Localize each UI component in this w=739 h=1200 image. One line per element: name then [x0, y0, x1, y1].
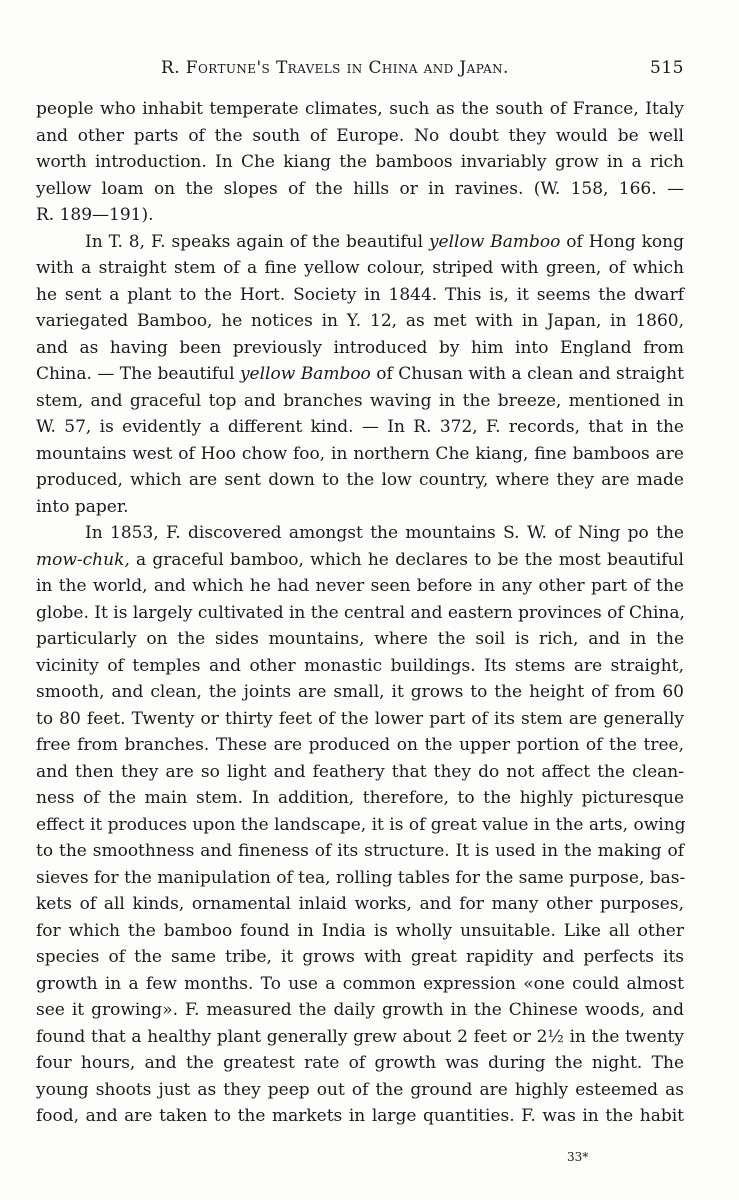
text-segment: food, and are taken to the markets in large quantities. F. was in the habit	[36, 1106, 684, 1126]
text-segment: In T. 8, F. speaks again of the beautiful	[85, 231, 429, 252]
text-line	[36, 653, 684, 680]
text-line	[36, 971, 684, 998]
page-number: 515	[650, 58, 684, 78]
text-line	[36, 732, 684, 759]
text-segment: kets of all kinds, ornamental inlaid works, and for many other purposes,	[36, 894, 684, 914]
text-line	[36, 812, 684, 839]
running-head: R. Fortune's Travels in China and Japan.	[161, 58, 509, 78]
text-segment: sieves for the manipulation of tea, rolling tables for the same purpose, bas-	[36, 867, 686, 888]
text-line	[36, 96, 684, 123]
text-segment: for which the bamboo found in India is wholly unsuitable. Like all other	[36, 920, 684, 941]
italic-text: yellow Bamboo	[239, 364, 371, 384]
text-line	[36, 335, 684, 362]
text-segment: particularly on the sides mountains, where the soil is rich, and in the	[36, 629, 684, 649]
text-segment: people who inhabit temperate climates, such as the south of France, Italy	[36, 99, 684, 119]
text-segment: species of the same tribe, it grows with great rapidity and perfects its	[36, 947, 684, 967]
page-header	[36, 58, 684, 84]
text-segment: of Hong kong	[560, 231, 684, 252]
text-segment: found that a healthy plant generally grew about 2 feet or 2½ in the twenty	[36, 1026, 684, 1047]
text-line	[36, 547, 684, 574]
text-segment: a graceful bamboo, which he declares to be the most beautiful	[129, 549, 684, 570]
text-segment: worth introduction. In Che kiang the bamboos invariably grow in a rich	[36, 152, 684, 172]
text-segment: see it growing». F. measured the daily growth in the Chinese woods, and	[36, 1000, 684, 1020]
text-line	[36, 176, 684, 203]
text-line	[36, 944, 684, 971]
text-line	[36, 865, 684, 892]
text-line	[36, 785, 684, 812]
text-line	[36, 123, 684, 150]
text-segment: China. — The beautiful	[36, 364, 240, 384]
italic-text: mow-chuk,	[36, 549, 130, 570]
text-line	[36, 838, 684, 865]
text-line	[36, 1103, 684, 1130]
text-line	[36, 308, 684, 335]
text-segment: growth in a few months. To use a common expression «one could almost	[36, 973, 684, 994]
text-segment: stem, and graceful top and branches waving in the breeze, mentioned in	[36, 390, 684, 411]
text-line	[36, 573, 684, 600]
text-segment: mountains west of Hoo chow foo, in northern Che kiang, fine bamboos are	[36, 443, 684, 464]
text-segment: young shoots just as they peep out of the ground are highly esteemed as	[36, 1079, 684, 1100]
text-segment: and then they are so light and feathery that they do not affect the clean-	[36, 761, 684, 782]
text-line	[36, 626, 684, 653]
text-line	[36, 520, 684, 547]
text-line	[36, 918, 684, 945]
text-segment: and other parts of the south of Europe. No doubt they would be well	[36, 125, 684, 146]
text-line	[36, 149, 684, 176]
signature-mark: 33*	[567, 1150, 589, 1164]
text-segment: free from branches. These are produced on the upper portion of the tree,	[36, 735, 684, 755]
text-line	[36, 891, 684, 918]
text-line	[36, 494, 684, 521]
text-segment: to the smoothness and fineness of its structure. It is used in the making of	[36, 841, 684, 861]
body-text	[36, 96, 684, 1130]
text-line	[36, 229, 684, 256]
text-segment: R. 189—191).	[36, 205, 154, 225]
text-line	[36, 600, 684, 627]
text-segment: variegated Bamboo, he notices in Y. 12, as met with in Japan, in 1860,	[36, 311, 684, 331]
text-line	[36, 467, 684, 494]
text-segment: smooth, and clean, the joints are small, it grows to the height of from 60	[36, 682, 684, 702]
text-segment: in the world, and which he had never seen before in any other part of the	[36, 576, 684, 596]
text-line	[36, 997, 684, 1024]
text-line	[36, 759, 684, 786]
text-line	[36, 679, 684, 706]
text-segment: ness of the main stem. In addition, therefore, to the highly picturesque	[36, 788, 684, 808]
text-segment: four hours, and the greatest rate of growth was during the night. The	[36, 1053, 684, 1073]
text-segment: to 80 feet. Twenty or thirty feet of the lower part of its stem are generally	[36, 708, 684, 729]
text-line	[36, 255, 684, 282]
text-line	[36, 282, 684, 309]
text-segment: In 1853, F. discovered amongst the mountains S. W. of Ning po the	[85, 523, 684, 543]
text-segment: yellow loam on the slopes of the hills or in ravines. (W. 158, 166. —	[36, 178, 684, 199]
text-line	[36, 441, 684, 468]
text-segment: globe. It is largely cultivated in the central and eastern provinces of China,	[36, 602, 685, 623]
text-line	[36, 414, 684, 441]
text-segment: vicinity of temples and other monastic buildings. Its stems are straight,	[36, 655, 684, 676]
text-segment: with a straight stem of a fine yellow colour, striped with green, of which	[36, 258, 684, 278]
text-line	[36, 202, 684, 229]
text-segment: into paper.	[36, 496, 129, 517]
text-line	[36, 1024, 684, 1051]
text-segment: effect it produces upon the landscape, it is of great value in the arts, owing	[36, 814, 686, 835]
text-line	[36, 388, 684, 415]
text-line	[36, 361, 684, 388]
text-line	[36, 1077, 684, 1104]
text-segment: and as having been previously introduced by him into England from	[36, 337, 684, 358]
text-segment: produced, which are sent down to the low country, where they are made	[36, 470, 684, 490]
text-segment: of Chusan with a clean and straight	[370, 364, 684, 384]
italic-text: yellow Bamboo	[428, 231, 561, 252]
text-segment: he sent a plant to the Hort. Society in 1844. This is, it seems the dwarf	[36, 284, 684, 305]
text-segment: W. 57, is evidently a different kind. — In R. 372, F. records, that in the	[36, 417, 684, 437]
text-line	[36, 706, 684, 733]
text-line	[36, 1050, 684, 1077]
